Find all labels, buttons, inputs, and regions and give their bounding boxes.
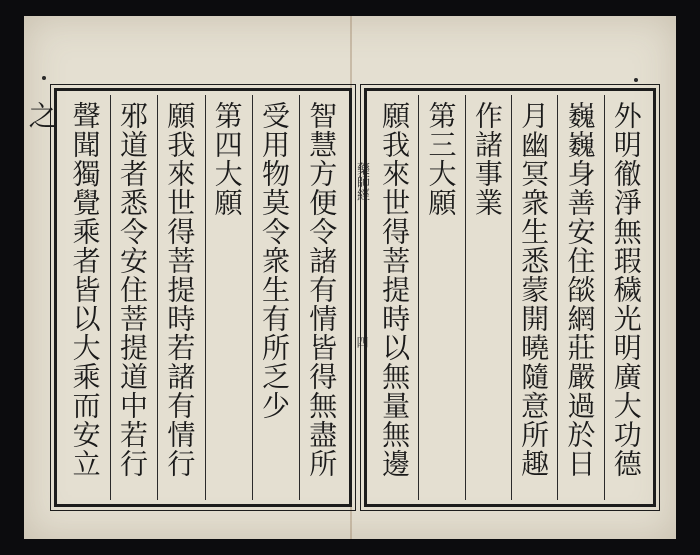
left-page-text — [24, 95, 345, 500]
page-number: 四 — [355, 336, 369, 348]
text-column: 外明徹淨無瑕穢光明廣大功德 — [604, 95, 648, 500]
text-column: 願我來世得菩提時若諸有情行 — [157, 95, 201, 500]
text-column: 月幽冥衆生悉蒙開曉隨意所趣 — [511, 95, 555, 500]
text-column: 願我來世得菩提時以無量無邊 — [378, 101, 412, 478]
text-column: 聲聞獨覺乘者皆以大乘而安立之 — [24, 101, 102, 478]
book-spread — [24, 16, 676, 539]
text-column: 邪道者悉令安住菩提道中若行 — [110, 95, 154, 500]
vow-heading: 第三大願 — [418, 95, 462, 500]
right-page-frame — [364, 88, 656, 507]
wormhole-mark — [634, 78, 638, 82]
wormhole-mark — [42, 76, 46, 80]
block-center-title: 藥師經 — [354, 162, 369, 201]
right-page-text — [371, 95, 649, 500]
text-column: 作諸事業 — [465, 95, 509, 500]
vow-heading: 第四大願 — [205, 95, 249, 500]
text-column: 智慧方便令諸有情皆得無盡所 — [299, 95, 343, 500]
text-column: 巍巍身善安住燄網莊嚴過於日 — [557, 95, 601, 500]
left-page-frame — [24, 88, 352, 507]
text-column: 受用物莫令衆生有所乏少 — [252, 95, 296, 500]
